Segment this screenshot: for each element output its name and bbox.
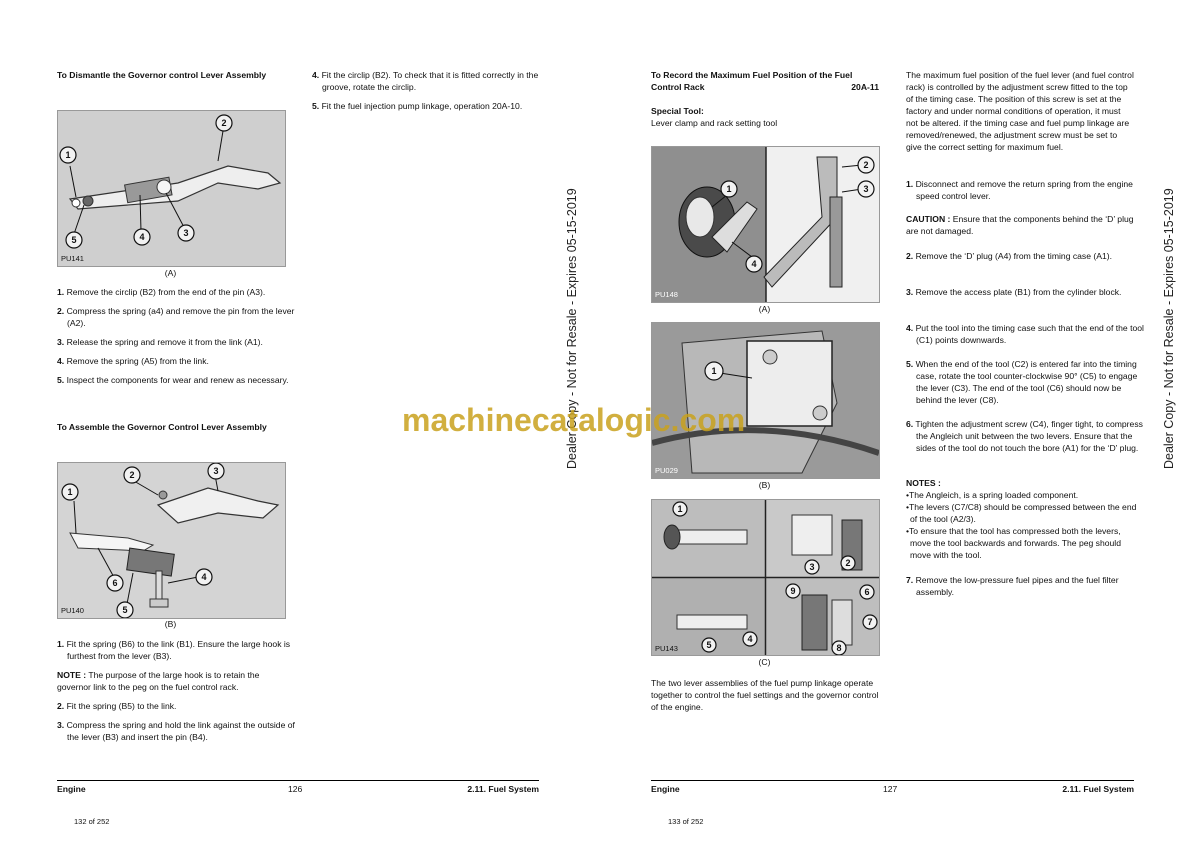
- pu140-callout-1: 1: [67, 487, 73, 497]
- left-footer-rule: [57, 780, 539, 781]
- figure-pu148: [651, 146, 880, 303]
- pu140-callout-4: 4: [201, 572, 207, 582]
- assemble-step-5: 5. Fit the fuel injection pump linkage, operation 20A-10.: [312, 101, 523, 111]
- pu143-label: PU143: [655, 644, 678, 653]
- dealer-copy-text-right: Dealer Copy - Not for Resale - Expires 05-15-2019: [1162, 188, 1176, 469]
- notes-label: NOTES :: [906, 478, 941, 488]
- note-2: •The levers (C7/C8) should be compressed between the end of the tool (A2/3).: [906, 502, 1137, 524]
- pu140-callout-6: 6: [112, 578, 118, 588]
- dismantle-heading: To Dismantle the Governor control Lever Assembly: [57, 70, 267, 80]
- dismantle-step-3: 3. Release the spring and remove it from the link (A1).: [57, 337, 263, 347]
- pu148-label: PU148: [655, 290, 678, 299]
- right-page-count: 133 of 252: [668, 817, 704, 826]
- pu029-label: PU029: [655, 466, 678, 475]
- left-footer-page: 126: [288, 784, 303, 794]
- right-footer-rule: [651, 780, 1134, 781]
- dismantle-step-2: 2. Compress the spring (a4) and remove the pin from the lever (A2).: [57, 306, 295, 328]
- figure-pu029: [651, 322, 880, 479]
- pu143-callout-4: 4: [747, 634, 753, 644]
- pu148-drawing: [652, 147, 879, 302]
- pu141-callout-2: 2: [221, 118, 227, 128]
- pu148-callout-1: 1: [726, 184, 732, 194]
- record-step-4: 4. Put the tool into the timing case such that the end of the tool (C1) points downwards.: [906, 323, 1144, 345]
- pu029-caption: (B): [758, 480, 771, 490]
- assemble-step-3: 3. Compress the spring and hold the link against the outside of the lever (B3) and insert the pin (B4).: [57, 720, 295, 742]
- pu143-caption: (C): [758, 657, 771, 667]
- dismantle-step-4: 4. Remove the spring (A5) from the link.: [57, 356, 209, 366]
- pu143-callout-9: 9: [790, 586, 796, 596]
- pu143-callout-1: 1: [677, 504, 683, 514]
- pu140-callout-3: 3: [213, 466, 219, 476]
- record-step-2: 2. Remove the ‘D’ plug (A4) from the timing case (A1).: [906, 251, 1113, 261]
- pu143-callout-5: 5: [706, 640, 712, 650]
- pu143-callout-6: 6: [864, 587, 870, 597]
- pu140-caption: (B): [164, 619, 177, 629]
- right-footer-page: 127: [883, 784, 898, 794]
- pu143-callout-7: 7: [867, 617, 873, 627]
- pu148-callout-2: 2: [863, 160, 869, 170]
- record-step-3: 3. Remove the access plate (B1) from the cylinder block.: [906, 287, 1122, 297]
- pu029-drawing: [652, 323, 879, 478]
- note-3: •To ensure that the tool has compressed both the levers, move the tool backwards and forwards. The peg should move with the tool.: [906, 526, 1121, 560]
- right-footer-chapter: 2.11. Fuel System: [1062, 784, 1134, 794]
- special-tool-text: Lever clamp and rack setting tool: [651, 118, 778, 128]
- pu141-callout-1: 1: [65, 150, 71, 160]
- assemble-step-2: 2. Fit the spring (B5) to the link.: [57, 701, 177, 711]
- assemble-heading: To Assemble the Governor Control Lever Assembly: [57, 422, 267, 432]
- pu141-callout-4: 4: [139, 232, 145, 242]
- pu140-callout-5: 5: [122, 605, 128, 615]
- lever-assemblies-text: The two lever assemblies of the fuel pump linkage operate together to control the fuel settings and the governor control of the engine.: [651, 678, 879, 712]
- record-step-7: 7. Remove the low-pressure fuel pipes and the fuel filter assembly.: [906, 575, 1119, 597]
- watermark: machinecatalogic.com: [402, 402, 746, 438]
- op-code: 20A-11: [851, 82, 879, 92]
- special-tool-label: Special Tool:: [651, 106, 704, 116]
- pu141-callout-5: 5: [71, 235, 77, 245]
- note-1: •The Angleich, is a spring loaded component.: [906, 490, 1079, 500]
- pu141-drawing: [58, 111, 285, 266]
- caution-text: CAUTION : Ensure that the components behind the ‘D’ plug are not damaged.: [906, 214, 1134, 236]
- assemble-note: NOTE : The purpose of the large hook is to retain the governor link to the peg on the fuel control rack.: [57, 670, 260, 692]
- right-footer-section: Engine: [651, 784, 680, 794]
- right-heading: To Record the Maximum Fuel Position of the Fuel Control Rack: [651, 70, 853, 92]
- pu140-callout-2: 2: [129, 470, 135, 480]
- pu141-caption: (A): [164, 268, 177, 278]
- pu141-callout-3: 3: [183, 228, 189, 238]
- pu143-callout-3: 3: [809, 562, 815, 572]
- record-step-6: 6. Tighten the adjustment screw (C4), finger tight, to compress the Angleich unit between the two levers. Ensure that the sides of the tool do not touch the bore (A1) for the ‘D’ plug.: [906, 419, 1143, 453]
- left-page-count: 132 of 252: [74, 817, 110, 826]
- pu141-label: PU141: [61, 254, 84, 263]
- pu148-callout-3: 3: [863, 184, 869, 194]
- intro-text: The maximum fuel position of the fuel lever (and fuel control rack) is controlled by the adjustment screw fitted to the top of the timing case. The position of this screw is set at the factory and under normal conditions of operation, it must not be altered. if the timing case and fuel pump linkage are removed/renewed, the adjustment screw must be set to give the correct setting for maximum fuel.: [906, 70, 1134, 152]
- record-step-1: 1. Disconnect and remove the return spring from the engine speed control lever.: [906, 179, 1133, 201]
- left-footer-chapter: 2.11. Fuel System: [467, 784, 539, 794]
- pu029-callout-1: 1: [711, 366, 717, 376]
- pu140-drawing: [58, 463, 285, 618]
- record-step-5: 5. When the end of the tool (C2) is entered far into the timing case, rotate the tool counter-clockwise 90° (C5) to engage the lever (C3). The end of the tool (C6) should now be behind the lever (C8).: [906, 359, 1138, 405]
- assemble-step-4: 4. Fit the circlip (B2). To check that it is fitted correctly in the groove, rotate the circlip.: [312, 70, 539, 92]
- dismantle-step-1: 1. Remove the circlip (B2) from the end of the pin (A3).: [57, 287, 266, 297]
- figure-pu143: [651, 499, 880, 656]
- assemble-step-1: 1. Fit the spring (B6) to the link (B1). Ensure the large hook is furthest from the lever (B3).: [57, 639, 291, 661]
- pu143-drawing: [652, 500, 879, 655]
- pu148-callout-4: 4: [751, 259, 757, 269]
- dismantle-step-5: 5. Inspect the components for wear and renew as necessary.: [57, 375, 289, 385]
- left-footer-section: Engine: [57, 784, 86, 794]
- dealer-copy-text-left: Dealer Copy - Not for Resale - Expires 05-15-2019: [565, 188, 579, 469]
- figure-pu140: [57, 462, 286, 619]
- pu143-callout-2: 2: [845, 558, 851, 568]
- pu148-caption: (A): [758, 304, 771, 314]
- pu143-callout-8: 8: [836, 643, 842, 653]
- figure-pu141: [57, 110, 286, 267]
- pu140-label: PU140: [61, 606, 84, 615]
